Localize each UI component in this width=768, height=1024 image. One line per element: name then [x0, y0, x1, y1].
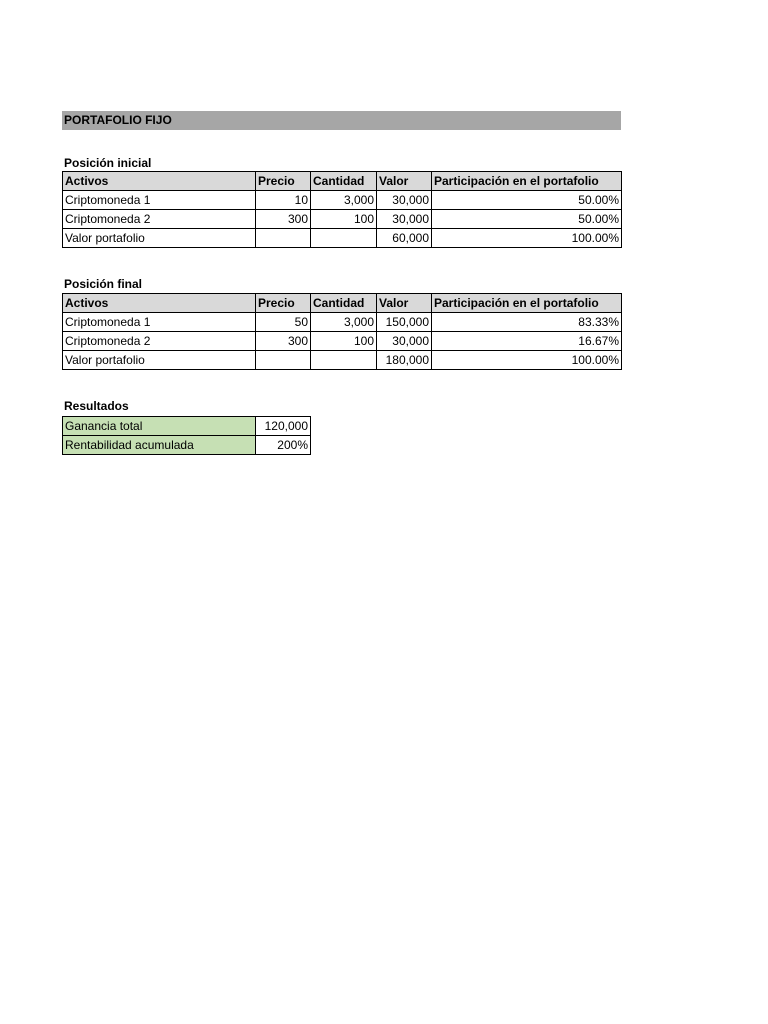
table-row — [63, 436, 311, 455]
result-value-cell[interactable]: 120,000 — [256, 417, 311, 436]
table-header-row — [63, 294, 622, 313]
header-cantidad: Cantidad — [311, 294, 377, 313]
table-row — [63, 332, 622, 351]
header-valor: Valor — [377, 294, 432, 313]
quantity-cell[interactable] — [311, 229, 377, 248]
asset-cell[interactable]: Criptomoneda 1 — [63, 313, 256, 332]
value-cell[interactable]: 30,000 — [377, 191, 432, 210]
value-cell[interactable]: 30,000 — [377, 332, 432, 351]
header-participacion: Participación en el portafolio — [432, 294, 622, 313]
header-valor: Valor — [377, 172, 432, 191]
quantity-cell[interactable]: 3,000 — [311, 313, 377, 332]
table-row — [63, 417, 311, 436]
header-activos: Activos — [63, 172, 256, 191]
portfolio-title: PORTAFOLIO FIJO — [62, 111, 621, 130]
header-precio: Precio — [256, 294, 311, 313]
asset-cell[interactable]: Criptomoneda 2 — [63, 210, 256, 229]
table-header-row — [63, 172, 622, 191]
table-row — [63, 210, 622, 229]
price-cell[interactable]: 300 — [256, 210, 311, 229]
value-cell[interactable]: 30,000 — [377, 210, 432, 229]
result-value-cell[interactable]: 200% — [256, 436, 311, 455]
price-cell[interactable] — [256, 351, 311, 370]
quantity-cell[interactable]: 100 — [311, 332, 377, 351]
header-cantidad: Cantidad — [311, 172, 377, 191]
result-label-cell[interactable]: Rentabilidad acumulada — [63, 436, 256, 455]
header-participacion: Participación en el portafolio — [432, 172, 622, 191]
price-cell[interactable]: 300 — [256, 332, 311, 351]
price-cell[interactable] — [256, 229, 311, 248]
results-label: Resultados — [64, 399, 129, 413]
share-cell[interactable]: 50.00% — [432, 191, 622, 210]
header-activos: Activos — [63, 294, 256, 313]
value-cell[interactable]: 180,000 — [377, 351, 432, 370]
share-cell[interactable]: 83.33% — [432, 313, 622, 332]
price-cell[interactable]: 10 — [256, 191, 311, 210]
quantity-cell[interactable] — [311, 351, 377, 370]
final-position-table — [62, 293, 622, 370]
asset-cell[interactable]: Criptomoneda 1 — [63, 191, 256, 210]
price-cell[interactable]: 50 — [256, 313, 311, 332]
table-row — [63, 191, 622, 210]
result-label-cell[interactable]: Ganancia total — [63, 417, 256, 436]
table-row — [63, 229, 622, 248]
results-table — [62, 416, 311, 455]
initial-position-table — [62, 171, 622, 248]
header-precio: Precio — [256, 172, 311, 191]
initial-position-label: Posición inicial — [64, 156, 152, 170]
table-row — [63, 313, 622, 332]
table-row — [63, 351, 622, 370]
quantity-cell[interactable]: 3,000 — [311, 191, 377, 210]
asset-cell[interactable]: Valor portafolio — [63, 351, 256, 370]
value-cell[interactable]: 60,000 — [377, 229, 432, 248]
share-cell[interactable]: 100.00% — [432, 229, 622, 248]
asset-cell[interactable]: Criptomoneda 2 — [63, 332, 256, 351]
quantity-cell[interactable]: 100 — [311, 210, 377, 229]
share-cell[interactable]: 100.00% — [432, 351, 622, 370]
value-cell[interactable]: 150,000 — [377, 313, 432, 332]
share-cell[interactable]: 16.67% — [432, 332, 622, 351]
share-cell[interactable]: 50.00% — [432, 210, 622, 229]
asset-cell[interactable]: Valor portafolio — [63, 229, 256, 248]
final-position-label: Posición final — [64, 277, 143, 291]
